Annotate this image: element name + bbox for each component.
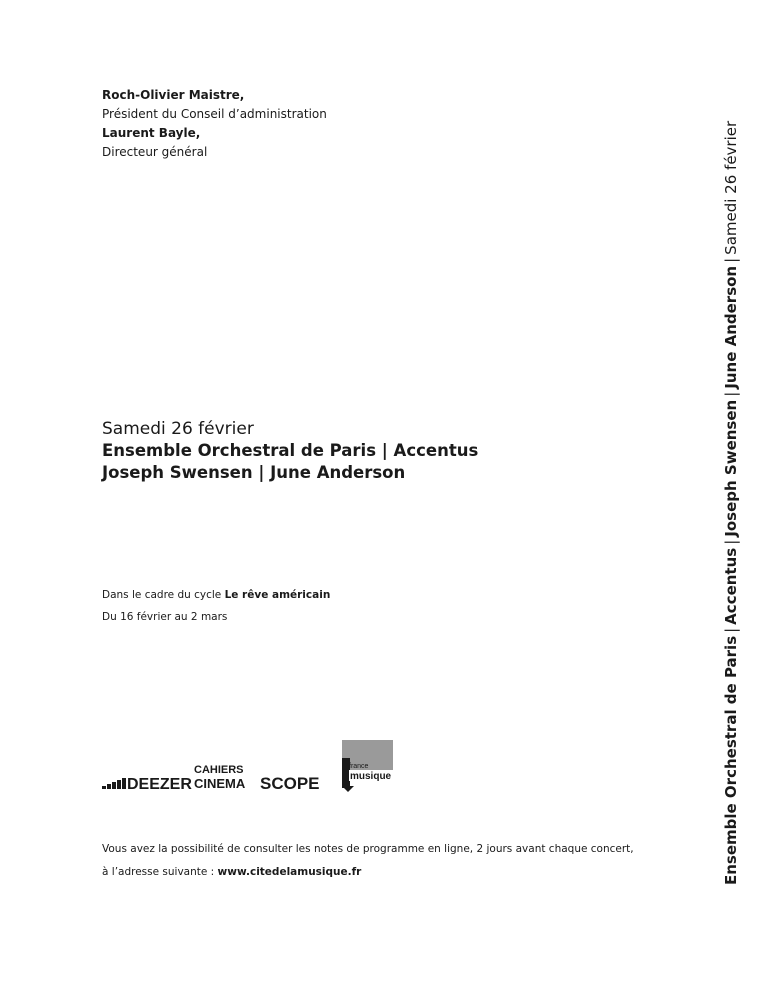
france-musique-logo (342, 740, 393, 792)
side-part-1: Ensemble Orchestral de Paris (722, 635, 740, 885)
side-part-4: June Anderson (722, 265, 740, 389)
concert-date: Samedi 26 février (102, 419, 254, 439)
sponsor-logos (102, 740, 402, 800)
credits-block (102, 86, 327, 162)
credit-name-2: Laurent Bayle, (102, 126, 201, 140)
side-part-3: Joseph Swensen (722, 399, 740, 537)
cycle-info (102, 584, 330, 628)
online-notes-prefix: à l’adresse suivante : (102, 866, 218, 878)
cahiers-cinema-logo (194, 764, 246, 791)
side-part-2: Accentus (722, 547, 740, 625)
cahiers-line-2: CINEMA (194, 776, 246, 791)
side-sep-4: | (722, 257, 740, 263)
deezer-logo (102, 776, 192, 793)
concert-line-2: Joseph Swensen | June Anderson (102, 463, 406, 482)
cahiers-line-1: CAHIERS (194, 764, 244, 776)
side-sep-1: | (722, 627, 740, 633)
online-notes-line-1: Vous avez la possibilité de consulter les notes de programme en ligne, 2 jours avant chaque concert, (102, 843, 634, 855)
cycle-name: Le rêve américain (224, 589, 331, 601)
concert-title-block (102, 418, 478, 484)
france-musique-word-2: musique (350, 771, 392, 782)
online-notes (102, 838, 634, 884)
side-sep-3: | (722, 391, 740, 397)
side-date: Samedi 26 février (722, 120, 740, 255)
credit-role-2: Directeur général (102, 145, 208, 159)
scope-wordmark: SCOPE (260, 774, 320, 793)
scope-logo (260, 774, 320, 793)
credit-role-1: Président du Conseil d’administration (102, 107, 327, 121)
france-musique-word-1: france (349, 763, 369, 770)
side-sep-2: | (722, 539, 740, 545)
credit-name-1: Roch-Olivier Maistre, (102, 88, 245, 102)
cycle-prefix: Dans le cadre du cycle (102, 589, 225, 601)
cycle-dates: Du 16 février au 2 mars (102, 611, 228, 623)
deezer-wordmark: DEEZER (127, 776, 192, 793)
concert-line-1: Ensemble Orchestral de Paris | Accentus (102, 441, 479, 460)
website-link[interactable]: www.citedelamusique.fr (217, 866, 362, 878)
